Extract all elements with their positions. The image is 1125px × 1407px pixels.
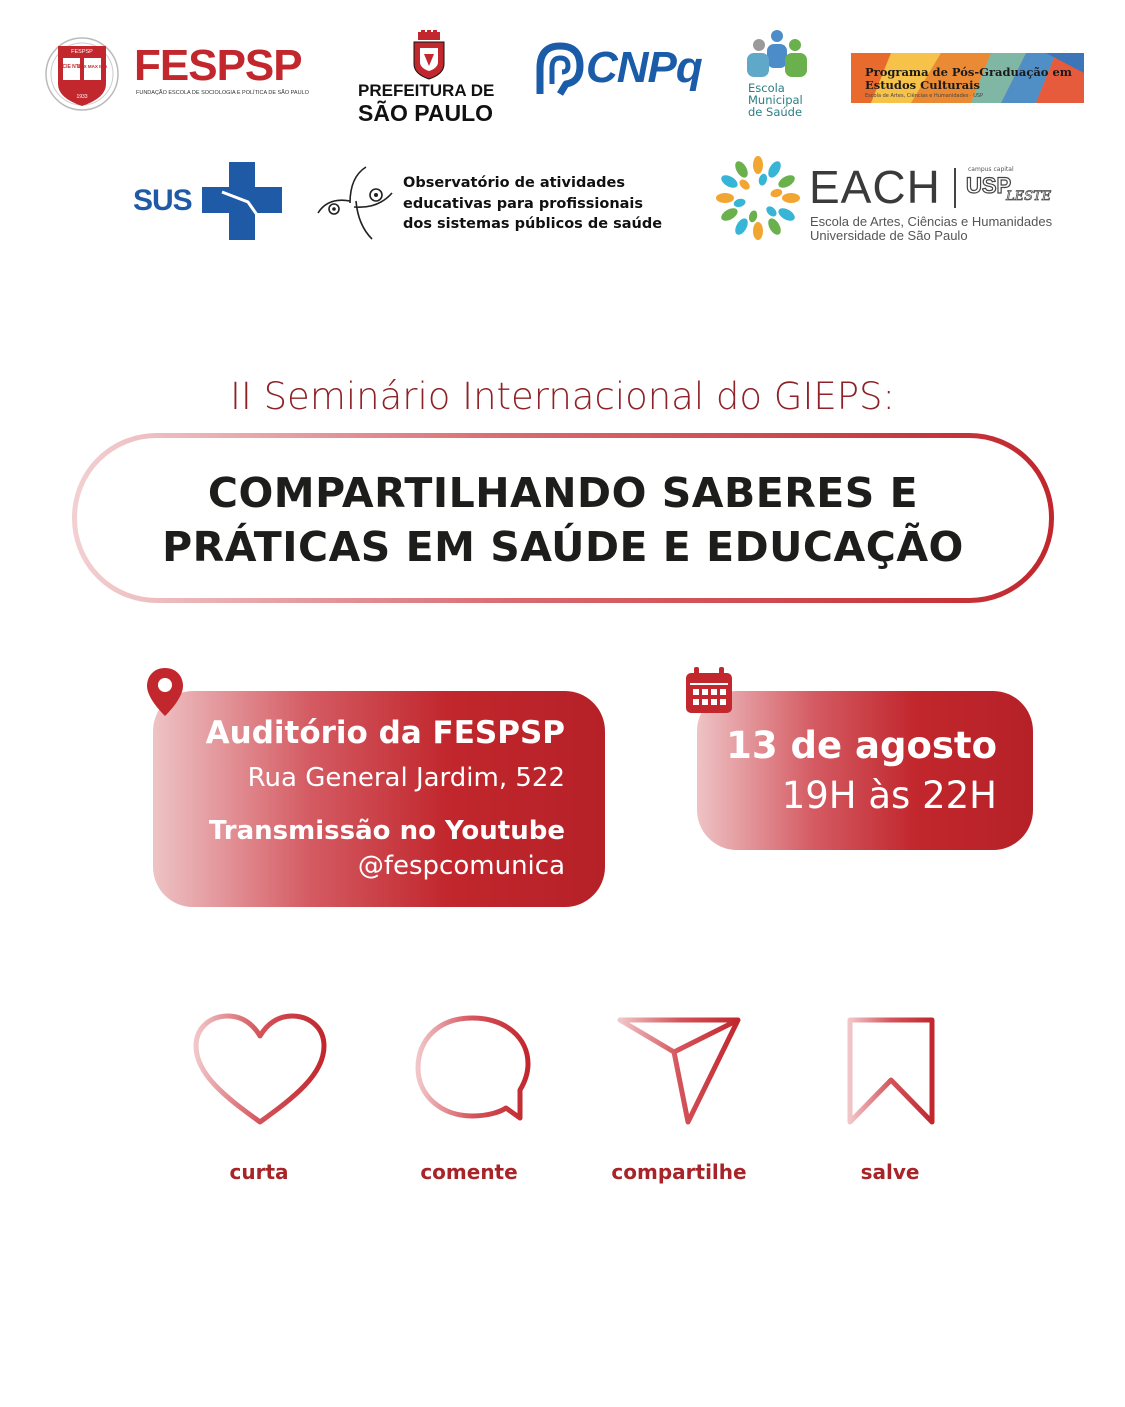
escola-municipal-people-icon: [742, 30, 812, 80]
ems-line: Escola: [748, 81, 785, 95]
calendar-icon: [684, 667, 734, 715]
each-divider: [954, 168, 956, 208]
ems-line: Municipal: [748, 93, 803, 107]
fespsp-subtitle: FUNDAÇÃO ESCOLA DE SOCIOLOGIA E POLÍTICA DE SÃO PAULO: [136, 90, 309, 96]
location-card: [153, 691, 605, 907]
each-subtitle: [810, 215, 1052, 243]
usp-campus-label: campus capital: [968, 166, 1014, 173]
sus-cross-icon: [202, 162, 282, 240]
fespsp-wordmark: FESPSP: [134, 41, 302, 90]
bookmark-icon[interactable]: [822, 1010, 962, 1136]
prefeitura-crest-icon: [408, 30, 450, 80]
escola-municipal-text: [748, 82, 803, 118]
programa-title: Programa de Pós-Graduação em Estudos Culturais: [865, 65, 1072, 92]
comment-icon[interactable]: [402, 1010, 542, 1136]
venue-address: Rua General Jardim, 522: [247, 763, 565, 793]
observatorio-line: dos sistemas públicos de saúde: [403, 216, 663, 232]
social-label-curta: curta: [229, 1160, 289, 1184]
prefeitura-line2: SÃO PAULO: [358, 100, 494, 126]
programa-small: Escola de Artes, Ciências e Humanidades · USP: [865, 93, 984, 99]
prefeitura-line1: PREFEITURA DE: [358, 81, 495, 100]
youtube-handle[interactable]: @fespcomunica: [357, 851, 565, 881]
event-date: 13 de agosto: [726, 724, 997, 767]
seminar-heading: II Seminário Internacional do GIEPS:: [229, 375, 896, 418]
social-label-compartilhe: compartilhe: [611, 1160, 747, 1184]
social-label-salve: salve: [860, 1160, 920, 1184]
observatorio-spiral-icon: [316, 163, 396, 243]
date-card: [697, 691, 1033, 850]
seal-left-text: SCIE NTIA: [59, 64, 84, 70]
social-label-comente: comente: [420, 1160, 518, 1184]
usp-wordmark: USP: [966, 173, 1012, 198]
stream-label: Transmissão no Youtube: [208, 816, 565, 846]
ems-line: de Saúde: [748, 105, 803, 119]
fespsp-seal-icon: [44, 36, 120, 112]
each-line1: Escola de Artes, Ciências e Humanidades: [810, 214, 1053, 229]
sus-wordmark: SUS: [133, 184, 192, 217]
share-icon[interactable]: [612, 1010, 752, 1136]
seal-right-text: LUX MAX IMA: [77, 64, 108, 69]
event-title-line2: PRÁTICAS EM SAÚDE E EDUCAÇÃO: [162, 523, 964, 571]
observatorio-text: [403, 173, 662, 235]
each-mandala-icon: [714, 154, 802, 242]
seal-year: 1933: [76, 94, 88, 100]
event-title-line1: COMPARTILHANDO SABERES E: [207, 469, 919, 517]
heart-icon[interactable]: [190, 1010, 330, 1136]
seal-top-text: FESPSP: [71, 49, 93, 55]
each-wordmark: EACH: [809, 161, 941, 213]
usp-leste: LESTE: [1006, 189, 1052, 204]
observatorio-line: educativas para profissionais: [403, 195, 644, 212]
each-line2: Universidade de São Paulo: [810, 228, 968, 243]
event-title: [72, 466, 1054, 574]
cnpq-head-icon: [530, 40, 586, 96]
event-time: 19H às 22H: [781, 774, 997, 817]
observatorio-line: Observatório de atividades: [403, 175, 625, 191]
location-pin-icon: [145, 666, 185, 718]
venue-name: Auditório da FESPSP: [205, 715, 565, 751]
cnpq-wordmark: CNPq: [586, 43, 702, 92]
